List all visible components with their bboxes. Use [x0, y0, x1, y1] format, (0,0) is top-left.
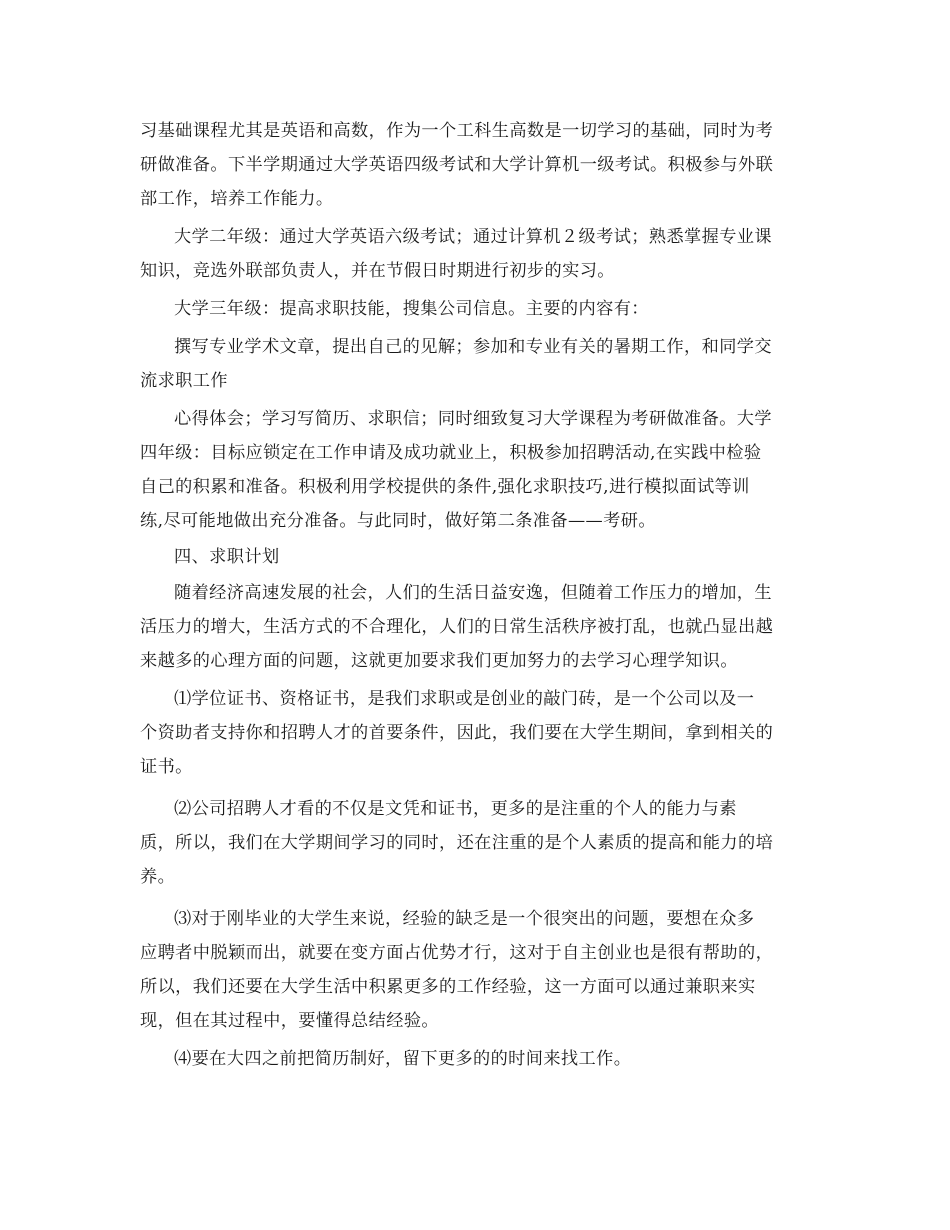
text-line: 部工作，培养工作能力。 [140, 189, 334, 209]
text-line: 证书。 [140, 757, 193, 777]
paragraph-fourth-year [140, 402, 812, 538]
text-line: 质，所以，我们在大学期间学习的同时，还在注重的是个人素质的提高和能力的培 [140, 833, 774, 853]
text-line: ⑴学位证书、资格证书，是我们求职或是创业的敲门砖，是一个公司以及一 [174, 689, 755, 709]
paragraph-third-year [140, 292, 812, 326]
text-line: 个资助者支持你和招聘人才的首要条件，因此，我们要在大学生期间，拿到相关的 [140, 723, 774, 743]
paragraph-item-4-resume [140, 1042, 812, 1076]
paragraph-item-2-abilities [140, 792, 812, 894]
text-line: 心得体会；学习写简历、求职信；同时细致复习大学课程为考研做准备。大学 [174, 409, 772, 429]
text-line: 所以，我们还要在大学生活中积累更多的工作经验，这一方面可以通过兼职来实 [140, 977, 756, 997]
paragraph-item-3-experience [140, 902, 812, 1038]
text-line: 来越多的心理方面的问题，这就更加要求我们更加努力的去学习心理学知识。 [140, 651, 738, 671]
text-line: 随着经济高速发展的社会，人们的生活日益安逸，但随着工作压力的增加，生 [174, 583, 772, 603]
paragraph-foundation-courses [140, 114, 812, 216]
text-line: 研做准备。下半学期通过大学英语四级考试和大学计算机一级考试。积极参与外联 [140, 155, 774, 175]
text-line: 现，但在其过程中，要懂得总结经验。 [140, 1011, 439, 1031]
section-heading: 四、求职计划 [174, 547, 280, 567]
text-line: ⑷要在大四之前把简历制好，留下更多的的时间来找工作。 [174, 1049, 632, 1069]
text-line: 四年级：目标应锁定在工作申请及成功就业上，积极参加招聘活动,在实践中检验 [140, 443, 762, 463]
paragraph-social-pressure [140, 576, 812, 678]
text-line: 练,尽可能地做出充分准备。与此同时，做好第二条准备——考研。 [140, 511, 656, 531]
document-body [140, 114, 812, 1076]
text-line: 大学三年级：提高求职技能，搜集公司信息。主要的内容有： [174, 299, 649, 319]
text-line: 大学二年级：通过大学英语六级考试；通过计算机２级考试；熟悉掌握专业课 [174, 227, 772, 247]
text-line: 撰写专业学术文章，提出自己的见解；参加和专业有关的暑期工作，和同学交 [174, 337, 772, 357]
text-line: 知识，竞选外联部负责人，并在节假日时期进行初步的实习。 [140, 261, 615, 281]
text-line: 活压力的增大，生活方式的不合理化，人们的日常生活秩序被打乱，也就凸显出越 [140, 617, 774, 637]
paragraph-second-year [140, 220, 812, 288]
text-line: 流求职工作 [140, 371, 228, 391]
text-line: ⑶对于刚毕业的大学生来说，经验的缺乏是一个很突出的问题，要想在众多 [174, 909, 755, 929]
text-line: 养。 [140, 867, 176, 887]
section-heading-job-plan [140, 540, 812, 574]
text-line: 应聘者中脱颖而出，就要在变方面占优势才行，这对于自主创业也是很有帮助的， [140, 943, 774, 963]
paragraph-academic-writing [140, 330, 812, 398]
text-line: ⑵公司招聘人才看的不仅是文凭和证书，更多的是注重的个人的能力与素 [174, 799, 737, 819]
text-line: 习基础课程尤其是英语和高数，作为一个工科生高数是一切学习的基础，同时为考 [140, 121, 774, 141]
text-line: 自己的积累和准备。积极利用学校提供的条件,强化求职技巧,进行模拟面试等训 [140, 477, 750, 497]
paragraph-item-1-certificates [140, 682, 812, 784]
